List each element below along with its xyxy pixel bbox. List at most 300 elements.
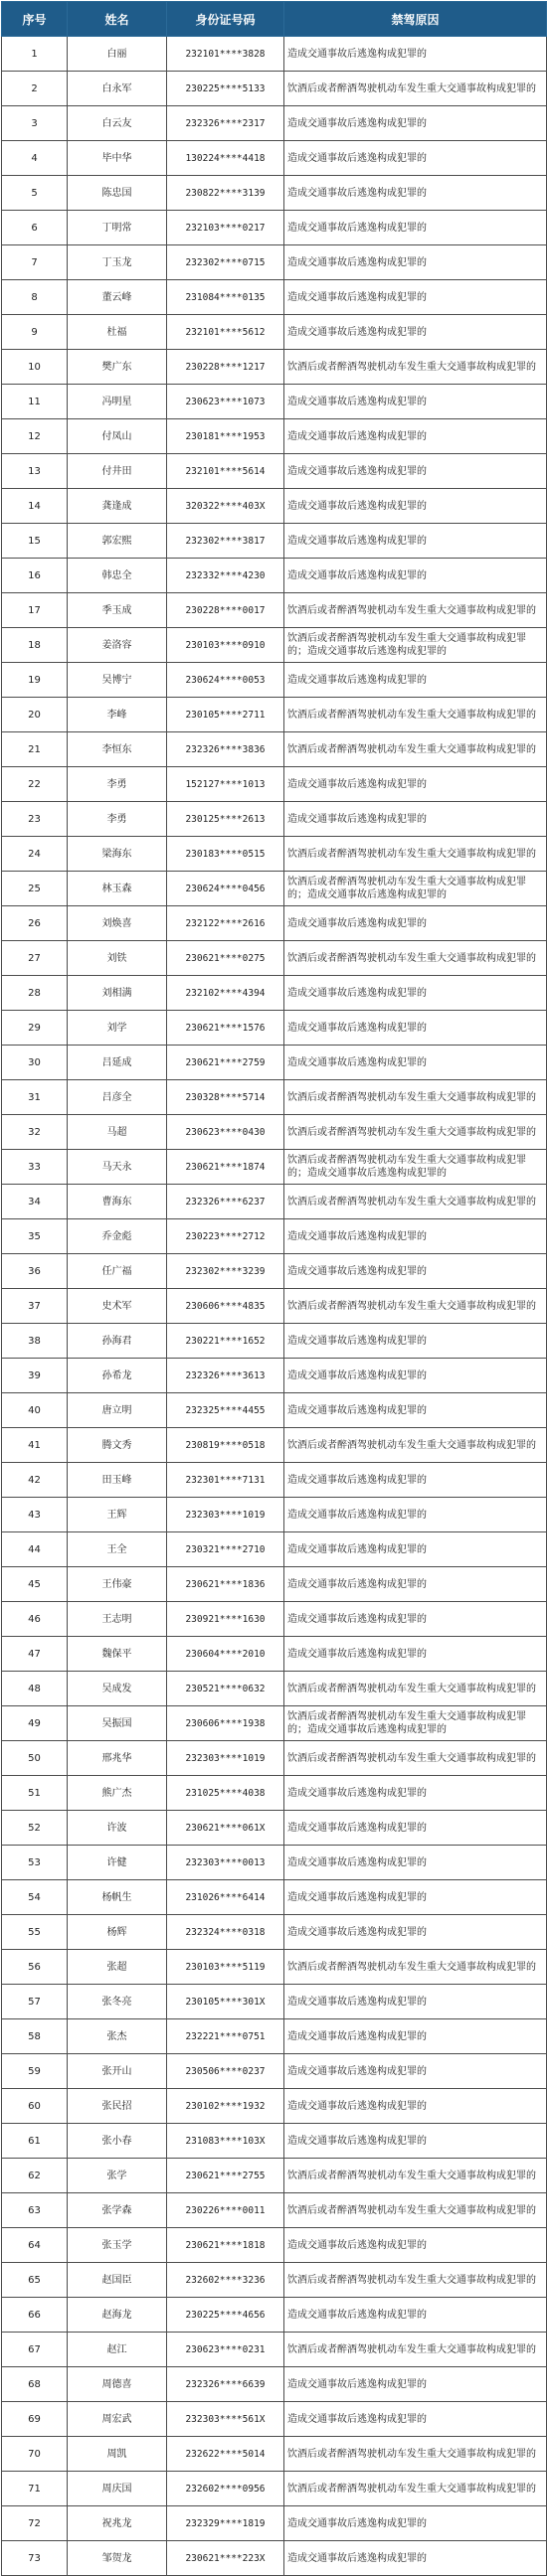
cell-id: 230228****1217 (167, 350, 284, 385)
cell-reason: 饮酒后或者醉酒驾驶机动车发生重大交通事故构成犯罪的；造成交通事故后逃逸构成犯罪的 (284, 1706, 547, 1741)
cell-name: 付凤山 (68, 419, 167, 454)
cell-reason: 造成交通事故后逃逸构成犯罪的 (284, 385, 547, 419)
cell-reason: 造成交通事故后逃逸构成犯罪的 (284, 211, 547, 245)
cell-id: 231025****4038 (167, 1776, 284, 1811)
table-row (2, 1289, 547, 1324)
cell-reason: 饮酒后或者醉酒驾驶机动车发生重大交通事故构成犯罪的 (284, 2472, 547, 2506)
cell-name: 樊广东 (68, 350, 167, 385)
cell-id: 232302****3239 (167, 1254, 284, 1289)
header-reason: 禁驾原因 (284, 2, 547, 37)
table-row (2, 628, 547, 663)
cell-reason: 造成交通事故后逃逸构成犯罪的 (284, 1846, 547, 1880)
cell-no: 6 (2, 211, 68, 245)
cell-reason: 饮酒后或者醉酒驾驶机动车发生重大交通事故构成犯罪的 (284, 837, 547, 872)
table-row (2, 837, 547, 872)
table-row (2, 663, 547, 698)
cell-no: 72 (2, 2506, 68, 2541)
cell-id: 230103****5119 (167, 1950, 284, 1985)
cell-no: 28 (2, 976, 68, 1011)
cell-reason: 造成交通事故后逃逸构成犯罪的 (284, 106, 547, 141)
cell-id: 230103****0910 (167, 628, 284, 663)
cell-name: 李勇 (68, 802, 167, 837)
table-row (2, 802, 547, 837)
cell-name: 张学 (68, 2159, 167, 2193)
cell-no: 24 (2, 837, 68, 872)
cell-no: 15 (2, 524, 68, 559)
cell-name: 史术军 (68, 1289, 167, 1324)
cell-reason: 造成交通事故后逃逸构成犯罪的 (284, 2124, 547, 2159)
cell-name: 周凯 (68, 2437, 167, 2472)
cell-reason: 饮酒后或者醉酒驾驶机动车发生重大交通事故构成犯罪的 (284, 593, 547, 628)
table-row (2, 37, 547, 72)
cell-reason: 造成交通事故后逃逸构成犯罪的 (284, 2298, 547, 2333)
cell-no: 60 (2, 2089, 68, 2124)
table-row (2, 2437, 547, 2472)
cell-id: 230621****1576 (167, 1011, 284, 1046)
cell-reason: 造成交通事故后逃逸构成犯罪的 (284, 2054, 547, 2089)
cell-id: 231083****103X (167, 2124, 284, 2159)
cell-reason: 造成交通事故后逃逸构成犯罪的 (284, 1915, 547, 1950)
cell-no: 73 (2, 2541, 68, 2576)
table-row (2, 1254, 547, 1289)
cell-reason: 造成交通事故后逃逸构成犯罪的 (284, 1498, 547, 1532)
table-row (2, 1950, 547, 1985)
cell-name: 张玉学 (68, 2228, 167, 2263)
cell-id: 230181****1953 (167, 419, 284, 454)
cell-no: 14 (2, 489, 68, 524)
cell-no: 27 (2, 941, 68, 976)
cell-reason: 造成交通事故后逃逸构成犯罪的 (284, 1985, 547, 2019)
table-row (2, 385, 547, 419)
cell-name: 唐立明 (68, 1393, 167, 1428)
cell-no: 46 (2, 1602, 68, 1637)
cell-no: 56 (2, 1950, 68, 1985)
header-id: 身份证号码 (167, 2, 284, 37)
cell-id: 230321****2710 (167, 1532, 284, 1567)
table-row (2, 2541, 547, 2576)
cell-id: 232622****5014 (167, 2437, 284, 2472)
cell-reason: 造成交通事故后逃逸构成犯罪的 (284, 1637, 547, 1672)
cell-no: 51 (2, 1776, 68, 1811)
cell-id: 230621****1874 (167, 1150, 284, 1185)
cell-name: 白云友 (68, 106, 167, 141)
cell-id: 230624****0053 (167, 663, 284, 698)
cell-no: 33 (2, 1150, 68, 1185)
table-row (2, 315, 547, 350)
cell-name: 熊广杰 (68, 1776, 167, 1811)
cell-no: 9 (2, 315, 68, 350)
table-row (2, 2054, 547, 2089)
cell-name: 吴博宁 (68, 663, 167, 698)
cell-name: 田玉峰 (68, 1463, 167, 1498)
table-row (2, 1393, 547, 1428)
cell-no: 48 (2, 1672, 68, 1706)
cell-no: 18 (2, 628, 68, 663)
cell-reason: 造成交通事故后逃逸构成犯罪的 (284, 1011, 547, 1046)
cell-reason: 造成交通事故后逃逸构成犯罪的 (284, 1046, 547, 1080)
cell-name: 周宏武 (68, 2402, 167, 2437)
cell-id: 230621****1836 (167, 1567, 284, 1602)
cell-name: 曹海东 (68, 1185, 167, 1219)
cell-name: 吕延成 (68, 1046, 167, 1080)
cell-name: 祝兆龙 (68, 2506, 167, 2541)
cell-reason: 饮酒后或者醉酒驾驶机动车发生重大交通事故构成犯罪的 (284, 1950, 547, 1985)
cell-reason: 饮酒后或者醉酒驾驶机动车发生重大交通事故构成犯罪的 (284, 941, 547, 976)
cell-name: 丁玉龙 (68, 245, 167, 280)
cell-id: 232101****5614 (167, 454, 284, 489)
cell-id: 232302****0715 (167, 245, 284, 280)
cell-name: 张超 (68, 1950, 167, 1985)
cell-id: 232303****1019 (167, 1741, 284, 1776)
cell-no: 67 (2, 2333, 68, 2367)
cell-reason: 造成交通事故后逃逸构成犯罪的 (284, 2019, 547, 2054)
cell-reason: 造成交通事故后逃逸构成犯罪的 (284, 2228, 547, 2263)
cell-reason: 饮酒后或者醉酒驾驶机动车发生重大交通事故构成犯罪的 (284, 1115, 547, 1150)
cell-no: 19 (2, 663, 68, 698)
cell-name: 白丽 (68, 37, 167, 72)
cell-id: 232326****3836 (167, 732, 284, 767)
cell-id: 230225****5133 (167, 72, 284, 106)
cell-id: 230623****0430 (167, 1115, 284, 1150)
cell-reason: 造成交通事故后逃逸构成犯罪的 (284, 1811, 547, 1846)
cell-reason: 造成交通事故后逃逸构成犯罪的 (284, 976, 547, 1011)
cell-reason: 造成交通事故后逃逸构成犯罪的 (284, 802, 547, 837)
cell-reason: 饮酒后或者醉酒驾驶机动车发生重大交通事故构成犯罪的 (284, 698, 547, 732)
cell-reason: 造成交通事故后逃逸构成犯罪的 (284, 1359, 547, 1393)
cell-reason: 造成交通事故后逃逸构成犯罪的 (284, 176, 547, 211)
table-row (2, 1498, 547, 1532)
cell-name: 马超 (68, 1115, 167, 1150)
cell-id: 230621****223X (167, 2541, 284, 2576)
cell-no: 40 (2, 1393, 68, 1428)
cell-id: 230521****0632 (167, 1672, 284, 1706)
cell-no: 44 (2, 1532, 68, 1567)
cell-id: 232326****6639 (167, 2367, 284, 2402)
cell-no: 22 (2, 767, 68, 802)
table-row (2, 489, 547, 524)
table-row (2, 1985, 547, 2019)
cell-no: 17 (2, 593, 68, 628)
cell-no: 31 (2, 1080, 68, 1115)
ban-list-table (1, 1, 547, 2576)
cell-reason: 造成交通事故后逃逸构成犯罪的 (284, 37, 547, 72)
cell-name: 张开山 (68, 2054, 167, 2089)
cell-id: 230623****1073 (167, 385, 284, 419)
cell-no: 71 (2, 2472, 68, 2506)
cell-id: 232326****6237 (167, 1185, 284, 1219)
cell-no: 69 (2, 2402, 68, 2437)
cell-name: 孙海君 (68, 1324, 167, 1359)
cell-id: 232602****0956 (167, 2472, 284, 2506)
cell-id: 232102****4394 (167, 976, 284, 1011)
cell-name: 姜洛容 (68, 628, 167, 663)
table-row (2, 2263, 547, 2298)
cell-no: 26 (2, 906, 68, 941)
cell-name: 王志明 (68, 1602, 167, 1637)
table-row (2, 2506, 547, 2541)
table-row (2, 1428, 547, 1463)
cell-no: 58 (2, 2019, 68, 2054)
cell-name: 杨帆生 (68, 1880, 167, 1915)
cell-name: 林玉森 (68, 872, 167, 906)
cell-name: 李恒东 (68, 732, 167, 767)
cell-reason: 造成交通事故后逃逸构成犯罪的 (284, 524, 547, 559)
cell-reason: 造成交通事故后逃逸构成犯罪的 (284, 280, 547, 315)
cell-no: 50 (2, 1741, 68, 1776)
cell-no: 37 (2, 1289, 68, 1324)
cell-reason: 造成交通事故后逃逸构成犯罪的 (284, 2367, 547, 2402)
table-row (2, 245, 547, 280)
cell-name: 吕彦全 (68, 1080, 167, 1115)
table-row (2, 2089, 547, 2124)
cell-no: 45 (2, 1567, 68, 1602)
cell-id: 232303****0013 (167, 1846, 284, 1880)
cell-no: 3 (2, 106, 68, 141)
cell-no: 42 (2, 1463, 68, 1498)
table-row (2, 767, 547, 802)
table-row (2, 1776, 547, 1811)
table-row (2, 976, 547, 1011)
cell-id: 230819****0518 (167, 1428, 284, 1463)
table-header-row (2, 2, 547, 37)
cell-name: 王全 (68, 1532, 167, 1567)
table-row (2, 419, 547, 454)
table-row (2, 1463, 547, 1498)
cell-name: 杨辉 (68, 1915, 167, 1950)
cell-name: 吴成发 (68, 1672, 167, 1706)
cell-reason: 饮酒后或者醉酒驾驶机动车发生重大交通事故构成犯罪的 (284, 1428, 547, 1463)
cell-no: 5 (2, 176, 68, 211)
cell-id: 232103****0217 (167, 211, 284, 245)
cell-no: 10 (2, 350, 68, 385)
cell-id: 230621****2755 (167, 2159, 284, 2193)
cell-no: 36 (2, 1254, 68, 1289)
cell-id: 230328****5714 (167, 1080, 284, 1115)
cell-name: 赵江 (68, 2333, 167, 2367)
cell-no: 62 (2, 2159, 68, 2193)
cell-reason: 饮酒后或者醉酒驾驶机动车发生重大交通事故构成犯罪的 (284, 1741, 547, 1776)
cell-name: 付井田 (68, 454, 167, 489)
table-row (2, 906, 547, 941)
cell-id: 230226****0011 (167, 2193, 284, 2228)
cell-reason: 饮酒后或者醉酒驾驶机动车发生重大交通事故构成犯罪的 (284, 1672, 547, 1706)
cell-no: 41 (2, 1428, 68, 1463)
cell-no: 20 (2, 698, 68, 732)
cell-name: 丁明常 (68, 211, 167, 245)
cell-id: 232324****0318 (167, 1915, 284, 1950)
table-row (2, 1011, 547, 1046)
cell-reason: 造成交通事故后逃逸构成犯罪的 (284, 1463, 547, 1498)
cell-id: 230621****061X (167, 1811, 284, 1846)
cell-name: 腾文秀 (68, 1428, 167, 1463)
cell-reason: 造成交通事故后逃逸构成犯罪的 (284, 767, 547, 802)
cell-no: 8 (2, 280, 68, 315)
cell-id: 230606****1938 (167, 1706, 284, 1741)
cell-id: 230822****3139 (167, 176, 284, 211)
cell-reason: 造成交通事故后逃逸构成犯罪的 (284, 419, 547, 454)
table-row (2, 1185, 547, 1219)
cell-name: 梁海东 (68, 837, 167, 872)
cell-name: 冯明星 (68, 385, 167, 419)
cell-reason: 造成交通事故后逃逸构成犯罪的 (284, 2506, 547, 2541)
table-row (2, 454, 547, 489)
cell-name: 毕中华 (68, 141, 167, 176)
cell-name: 郭宏熙 (68, 524, 167, 559)
cell-name: 张冬亮 (68, 1985, 167, 2019)
cell-name: 许波 (68, 1811, 167, 1846)
cell-reason: 饮酒后或者醉酒驾驶机动车发生重大交通事故构成犯罪的；造成交通事故后逃逸构成犯罪的 (284, 628, 547, 663)
cell-reason: 饮酒后或者醉酒驾驶机动车发生重大交通事故构成犯罪的 (284, 350, 547, 385)
cell-reason: 造成交通事故后逃逸构成犯罪的 (284, 141, 547, 176)
table-row (2, 732, 547, 767)
cell-no: 29 (2, 1011, 68, 1046)
cell-no: 11 (2, 385, 68, 419)
cell-no: 54 (2, 1880, 68, 1915)
cell-no: 55 (2, 1915, 68, 1950)
cell-reason: 造成交通事故后逃逸构成犯罪的 (284, 245, 547, 280)
cell-name: 刘铁 (68, 941, 167, 976)
cell-no: 35 (2, 1219, 68, 1254)
cell-reason: 饮酒后或者醉酒驾驶机动车发生重大交通事故构成犯罪的 (284, 1185, 547, 1219)
cell-reason: 造成交通事故后逃逸构成犯罪的 (284, 1602, 547, 1637)
cell-no: 65 (2, 2263, 68, 2298)
cell-id: 231026****6414 (167, 1880, 284, 1915)
cell-no: 23 (2, 802, 68, 837)
cell-name: 韩忠全 (68, 559, 167, 593)
table-row (2, 1706, 547, 1741)
cell-no: 47 (2, 1637, 68, 1672)
table-row (2, 2333, 547, 2367)
cell-id: 232329****1819 (167, 2506, 284, 2541)
cell-no: 1 (2, 37, 68, 72)
cell-name: 刘相满 (68, 976, 167, 1011)
cell-name: 吴振国 (68, 1706, 167, 1741)
table-row (2, 872, 547, 906)
table-row (2, 1324, 547, 1359)
cell-name: 任广福 (68, 1254, 167, 1289)
table-row (2, 1532, 547, 1567)
cell-no: 32 (2, 1115, 68, 1150)
cell-name: 王辉 (68, 1498, 167, 1532)
cell-id: 230221****1652 (167, 1324, 284, 1359)
table-row (2, 593, 547, 628)
cell-no: 2 (2, 72, 68, 106)
cell-reason: 饮酒后或者醉酒驾驶机动车发生重大交通事故构成犯罪的 (284, 1289, 547, 1324)
cell-reason: 造成交通事故后逃逸构成犯罪的 (284, 1880, 547, 1915)
cell-id: 230183****0515 (167, 837, 284, 872)
cell-id: 232326****2317 (167, 106, 284, 141)
table-body (2, 37, 547, 2576)
cell-reason: 造成交通事故后逃逸构成犯罪的 (284, 663, 547, 698)
cell-no: 38 (2, 1324, 68, 1359)
cell-id: 230125****2613 (167, 802, 284, 837)
cell-no: 12 (2, 419, 68, 454)
cell-reason: 饮酒后或者醉酒驾驶机动车发生重大交通事故构成犯罪的 (284, 1080, 547, 1115)
cell-reason: 造成交通事故后逃逸构成犯罪的 (284, 489, 547, 524)
cell-reason: 饮酒后或者醉酒驾驶机动车发生重大交通事故构成犯罪的 (284, 732, 547, 767)
table-row (2, 106, 547, 141)
cell-name: 许健 (68, 1846, 167, 1880)
table-row (2, 211, 547, 245)
cell-no: 53 (2, 1846, 68, 1880)
cell-reason: 饮酒后或者醉酒驾驶机动车发生重大交通事故构成犯罪的 (284, 2437, 547, 2472)
cell-name: 魏保平 (68, 1637, 167, 1672)
cell-reason: 饮酒后或者醉酒驾驶机动车发生重大交通事故构成犯罪的 (284, 2263, 547, 2298)
cell-name: 刘学 (68, 1011, 167, 1046)
cell-name: 陈忠国 (68, 176, 167, 211)
cell-no: 25 (2, 872, 68, 906)
cell-no: 34 (2, 1185, 68, 1219)
cell-id: 230225****4656 (167, 2298, 284, 2333)
cell-id: 230921****1630 (167, 1602, 284, 1637)
cell-no: 30 (2, 1046, 68, 1080)
cell-reason: 造成交通事故后逃逸构成犯罪的 (284, 2402, 547, 2437)
cell-name: 张学森 (68, 2193, 167, 2228)
cell-reason: 造成交通事故后逃逸构成犯罪的 (284, 1567, 547, 1602)
cell-name: 李峰 (68, 698, 167, 732)
cell-id: 232332****4230 (167, 559, 284, 593)
table-row (2, 1880, 547, 1915)
cell-reason: 饮酒后或者醉酒驾驶机动车发生重大交通事故构成犯罪的；造成交通事故后逃逸构成犯罪的 (284, 872, 547, 906)
cell-id: 232301****7131 (167, 1463, 284, 1498)
cell-id: 232303****561X (167, 2402, 284, 2437)
table-row (2, 2124, 547, 2159)
cell-id: 230105****2711 (167, 698, 284, 732)
table-row (2, 524, 547, 559)
cell-id: 320322****403X (167, 489, 284, 524)
cell-name: 白永军 (68, 72, 167, 106)
cell-id: 232221****0751 (167, 2019, 284, 2054)
table-row (2, 1672, 547, 1706)
table-row (2, 1150, 547, 1185)
cell-name: 周德喜 (68, 2367, 167, 2402)
table-row (2, 1915, 547, 1950)
cell-id: 230623****0231 (167, 2333, 284, 2367)
cell-id: 230621****2759 (167, 1046, 284, 1080)
cell-reason: 饮酒后或者醉酒驾驶机动车发生重大交通事故构成犯罪的 (284, 2193, 547, 2228)
cell-reason: 造成交通事故后逃逸构成犯罪的 (284, 559, 547, 593)
cell-no: 63 (2, 2193, 68, 2228)
table-row (2, 1046, 547, 1080)
cell-id: 231084****0135 (167, 280, 284, 315)
cell-reason: 造成交通事故后逃逸构成犯罪的 (284, 2089, 547, 2124)
cell-id: 230506****0237 (167, 2054, 284, 2089)
table-row (2, 2367, 547, 2402)
cell-name: 刘焕喜 (68, 906, 167, 941)
cell-id: 232302****3817 (167, 524, 284, 559)
cell-id: 230102****1932 (167, 2089, 284, 2124)
cell-name: 李勇 (68, 767, 167, 802)
table-row (2, 2228, 547, 2263)
table-row (2, 1602, 547, 1637)
cell-no: 64 (2, 2228, 68, 2263)
table-row (2, 350, 547, 385)
cell-reason: 造成交通事故后逃逸构成犯罪的 (284, 454, 547, 489)
cell-id: 232303****1019 (167, 1498, 284, 1532)
cell-name: 马天永 (68, 1150, 167, 1185)
cell-no: 49 (2, 1706, 68, 1741)
cell-id: 230624****0456 (167, 872, 284, 906)
table-row (2, 1219, 547, 1254)
cell-reason: 饮酒后或者醉酒驾驶机动车发生重大交通事故构成犯罪的 (284, 2333, 547, 2367)
cell-no: 66 (2, 2298, 68, 2333)
cell-name: 王伟豪 (68, 1567, 167, 1602)
cell-reason: 造成交通事故后逃逸构成犯罪的 (284, 1254, 547, 1289)
table-row (2, 1846, 547, 1880)
table-row (2, 2402, 547, 2437)
cell-reason: 饮酒后或者醉酒驾驶机动车发生重大交通事故构成犯罪的 (284, 2159, 547, 2193)
cell-id: 230621****0275 (167, 941, 284, 976)
